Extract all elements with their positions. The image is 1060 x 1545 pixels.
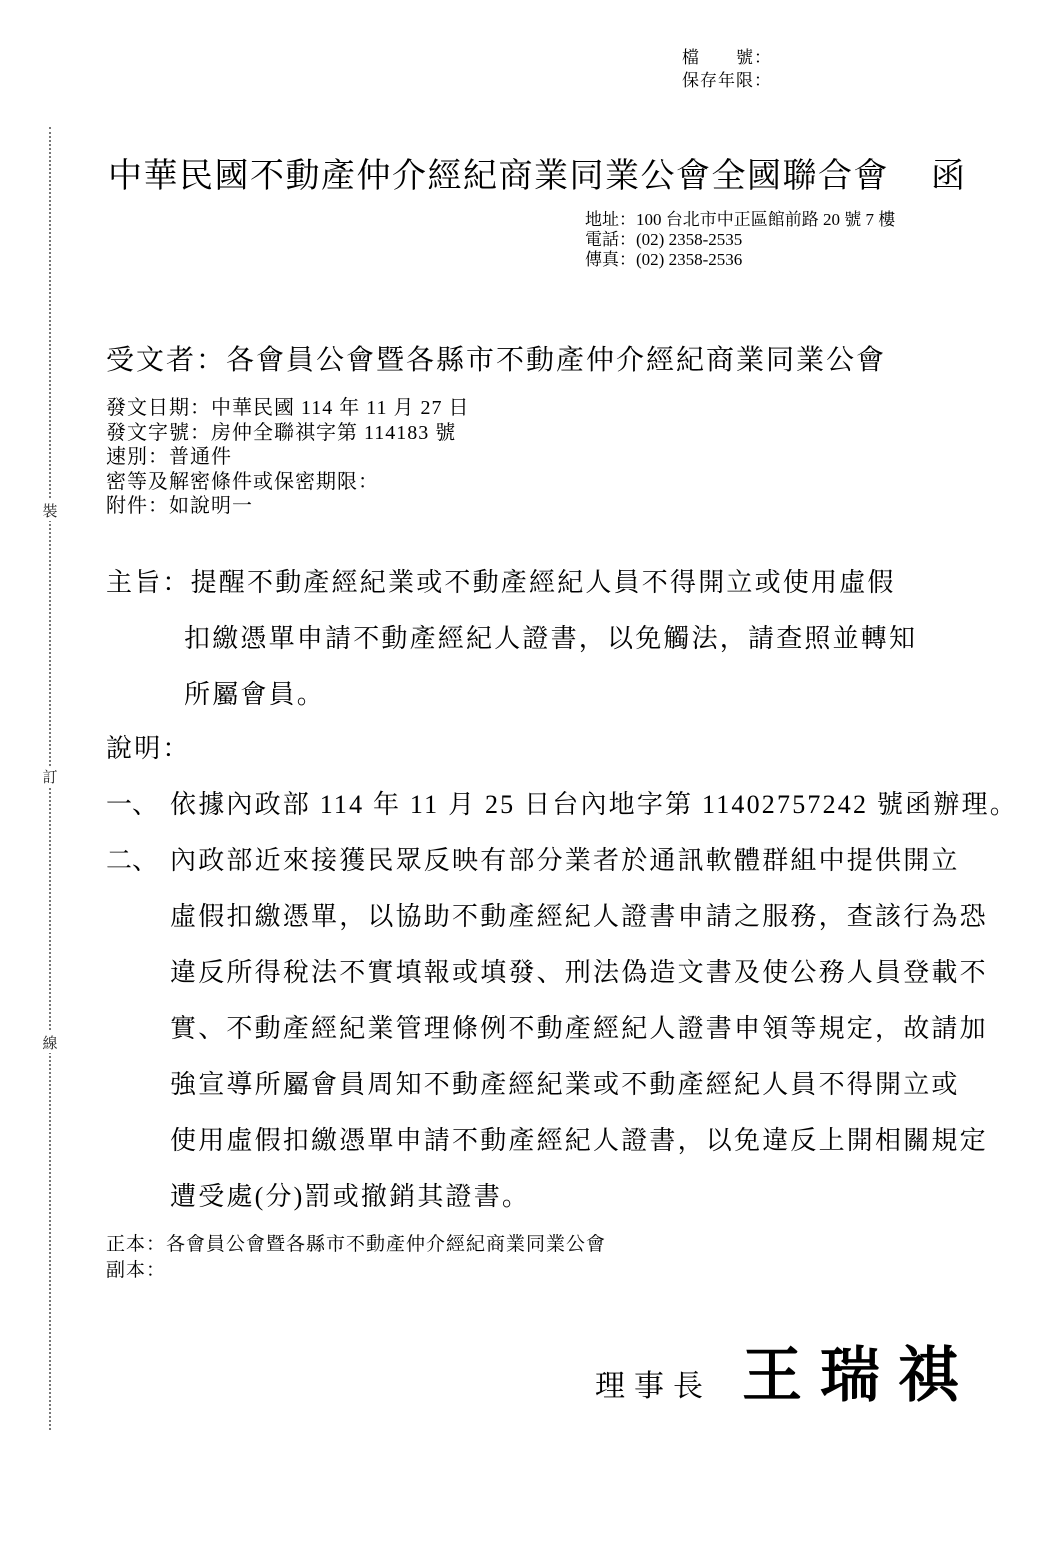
item-2-number: 二、 bbox=[106, 846, 159, 875]
explanation-item-2-line-5: 強宣導所屬會員周知不動產經紀業或不動產經紀人員不得開立或 bbox=[170, 1070, 960, 1099]
contact-block bbox=[585, 210, 895, 270]
security-class: 密等及解密條件或保密期限： bbox=[106, 470, 379, 493]
recipient-line: 受文者：各會員公會暨各縣市不動產仲介經紀商業同業公會 bbox=[106, 345, 887, 376]
document-type: 函 bbox=[931, 158, 967, 195]
org-phone: 電話：(02) 2358-2535 bbox=[585, 230, 743, 249]
issue-date: 發文日期：中華民國 114 年 11 月 27 日 bbox=[106, 397, 470, 419]
explanation-item-2-line-4: 實、不動產經紀業管理條例不動產經紀人證書申領等規定，故請加 bbox=[170, 1014, 988, 1043]
subject-text-1: 提醒不動產經紀業或不動產經紀人員不得開立或使用虛假 bbox=[190, 568, 896, 597]
attachment-note: 附件：如說明一 bbox=[106, 495, 253, 517]
document-title bbox=[108, 148, 967, 197]
file-number-label: 檔 號： bbox=[682, 48, 772, 67]
meta-block bbox=[106, 396, 470, 519]
signature-block bbox=[595, 1328, 976, 1414]
chairman-name: 王瑞祺 bbox=[742, 1343, 976, 1409]
retention-period-label: 保存年限： bbox=[682, 71, 772, 90]
binding-char-ding: 訂 bbox=[41, 766, 59, 787]
item-1-number: 一、 bbox=[106, 790, 159, 819]
subject-label: 主旨： bbox=[106, 568, 191, 597]
issuing-org-name: 中華民國不動產仲介經紀商業同業公會全國聯合會 bbox=[108, 158, 889, 195]
explanation-label: 說明： bbox=[106, 734, 191, 763]
issue-number: 發文字號：房仲全聯祺字第 114183 號 bbox=[106, 421, 457, 444]
item-2-text-1: 內政部近來接獲民眾反映有部分業者於通訊軟體群組中提供開立 bbox=[170, 846, 960, 875]
subject-line-3: 所屬會員。 bbox=[184, 680, 326, 709]
file-number-block bbox=[682, 46, 772, 92]
binding-char-xian: 線 bbox=[41, 1032, 59, 1053]
original-copy-line: 正本：各會員公會暨各縣市不動產仲介經紀商業同業公會 bbox=[106, 1234, 607, 1255]
binding-char-zhuang: 裝 bbox=[41, 500, 59, 521]
explanation-item-2-line-7: 遭受處(分)罰或撤銷其證書。 bbox=[170, 1182, 531, 1211]
cc-copy-line: 副本： bbox=[106, 1260, 167, 1281]
org-address: 地址：100 台北市中正區館前路 20 號 7 樓 bbox=[585, 210, 896, 229]
speed-class: 速別：普通件 bbox=[106, 446, 232, 468]
explanation-item-2-line-2: 虛假扣繳憑單，以協助不動產經紀人證書申請之服務，查該行為恐 bbox=[170, 902, 988, 931]
explanation-item-1 bbox=[106, 784, 1018, 821]
org-fax: 傳真：(02) 2358-2536 bbox=[585, 250, 743, 269]
chairman-title: 理事長 bbox=[595, 1370, 712, 1403]
explanation-item-2-line-6: 使用虛假扣繳憑單申請不動產經紀人證書，以免違反上開相關規定 bbox=[170, 1126, 988, 1155]
explanation-item-2-line-1 bbox=[106, 840, 960, 877]
subject-line-2: 扣繳憑單申請不動產經紀人證書，以免觸法，請查照並轉知 bbox=[184, 624, 918, 653]
copy-block bbox=[106, 1232, 606, 1284]
item-1-text: 依據內政部 114 年 11 月 25 日台內地字第 11402757242 號函辦理。 bbox=[170, 790, 1018, 819]
explanation-item-2-line-3: 違反所得稅法不實填報或填發、刑法偽造文書及使公務人員登載不 bbox=[170, 958, 988, 987]
subject-line-1 bbox=[106, 562, 896, 599]
